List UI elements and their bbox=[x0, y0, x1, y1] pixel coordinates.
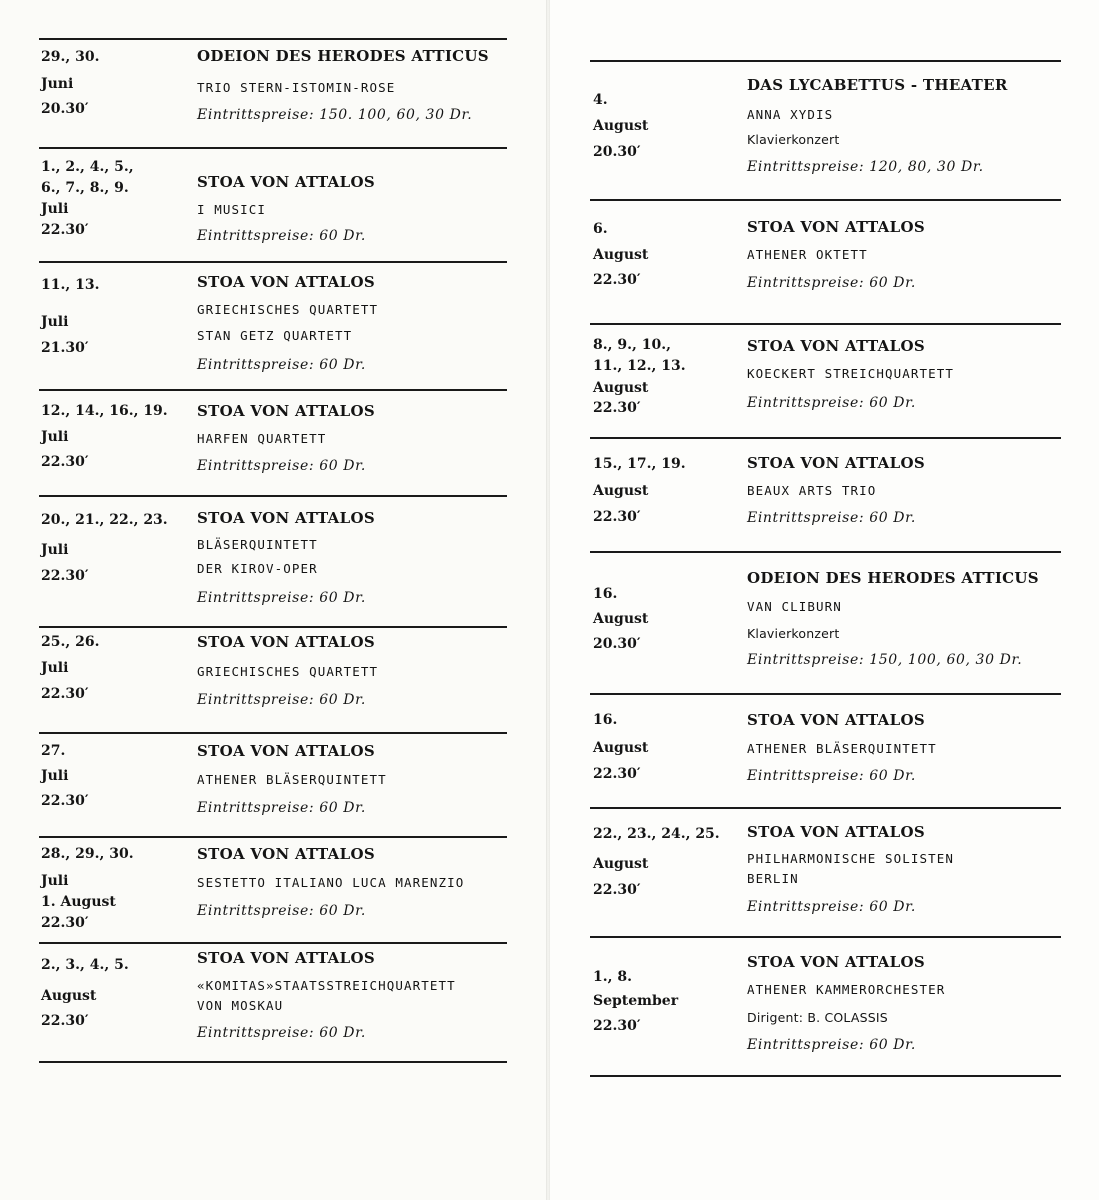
event-date-line: 21.30′ bbox=[41, 340, 89, 356]
performer-line: BERLIN bbox=[747, 871, 799, 886]
event-date-line: 22.30′ bbox=[593, 882, 641, 898]
event-date-line: 6. bbox=[593, 221, 608, 237]
event-date-line: September bbox=[593, 993, 679, 1009]
ticket-price: Eintrittspreise: 60 Dr. bbox=[197, 800, 366, 816]
event-date-line: 25., 26. bbox=[41, 634, 100, 650]
event-date-line: Juli bbox=[41, 542, 69, 558]
event-date-line: 11., 13. bbox=[41, 277, 100, 293]
ticket-price: Eintrittspreise: 60 Dr. bbox=[197, 903, 366, 919]
venue-name: STOA VON ATTALOS bbox=[197, 742, 375, 760]
event-date-line: 1. August bbox=[41, 894, 116, 910]
event-date-line: 22.30′ bbox=[593, 766, 641, 782]
ticket-price: Eintrittspreise: 120, 80, 30 Dr. bbox=[747, 159, 984, 175]
page-fold bbox=[546, 0, 550, 1200]
event-date-line: 29., 30. bbox=[41, 49, 100, 65]
event-date-line: 22.30′ bbox=[41, 222, 89, 238]
venue-name: STOA VON ATTALOS bbox=[197, 509, 375, 527]
performer-line: ATHENER BLÄSERQUINTETT bbox=[747, 741, 937, 756]
event-date-line: 27. bbox=[41, 743, 66, 759]
event-date-line: 22.30′ bbox=[41, 454, 89, 470]
ticket-price: Eintrittspreise: 60 Dr. bbox=[747, 768, 916, 784]
venue-name: STOA VON ATTALOS bbox=[197, 402, 375, 420]
entry-divider bbox=[39, 942, 507, 944]
event-date-line: 11., 12., 13. bbox=[593, 358, 686, 374]
performer-line: BEAUX ARTS TRIO bbox=[747, 483, 877, 498]
program-note: Dirigent: B. COLASSIS bbox=[747, 1010, 888, 1025]
event-date-line: 22.30′ bbox=[593, 509, 641, 525]
performer-line: I MUSICI bbox=[197, 202, 267, 217]
ticket-price: Eintrittspreise: 60 Dr. bbox=[747, 1037, 916, 1053]
event-date-line: 22., 23., 24., 25. bbox=[593, 826, 720, 842]
venue-name: STOA VON ATTALOS bbox=[747, 337, 925, 355]
venue-name: STOA VON ATTALOS bbox=[197, 949, 375, 967]
entry-divider bbox=[39, 626, 507, 628]
event-date-line: 2., 3., 4., 5. bbox=[41, 957, 129, 973]
event-date-line: 15., 17., 19. bbox=[593, 456, 686, 472]
event-date-line: Juli bbox=[41, 314, 69, 330]
event-date-line: 16. bbox=[593, 712, 618, 728]
performer-line: ATHENER KAMMERORCHESTER bbox=[747, 982, 946, 997]
performer-line: VAN CLIBURN bbox=[747, 599, 842, 614]
event-date-line: 22.30′ bbox=[41, 686, 89, 702]
entry-divider bbox=[590, 1075, 1061, 1077]
entry-divider bbox=[590, 199, 1061, 201]
venue-name: STOA VON ATTALOS bbox=[747, 454, 925, 472]
entry-divider bbox=[590, 437, 1061, 439]
performer-line: GRIECHISCHES QUARTETT bbox=[197, 302, 379, 317]
event-date-line: 28., 29., 30. bbox=[41, 846, 134, 862]
event-date-line: 22.30′ bbox=[593, 400, 641, 416]
event-date-line: August bbox=[593, 611, 649, 627]
event-date-line: 8., 9., 10., bbox=[593, 337, 671, 353]
event-date-line: 22.30′ bbox=[41, 1013, 89, 1029]
performer-line: HARFEN QUARTETT bbox=[197, 431, 327, 446]
ticket-price: Eintrittspreise: 60 Dr. bbox=[197, 458, 366, 474]
entry-divider bbox=[590, 693, 1061, 695]
venue-name: DAS LYCABETTUS - THEATER bbox=[747, 76, 1008, 94]
ticket-price: Eintrittspreise: 60 Dr. bbox=[197, 692, 366, 708]
ticket-price: Eintrittspreise: 60 Dr. bbox=[197, 357, 366, 373]
entry-divider bbox=[590, 323, 1061, 325]
performer-line: ANNA XYDIS bbox=[747, 107, 834, 122]
event-date-line: Juni bbox=[41, 76, 74, 92]
venue-name: ODEION DES HERODES ATTICUS bbox=[197, 47, 489, 65]
event-date-line: Juli bbox=[41, 873, 69, 889]
ticket-price: Eintrittspreise: 60 Dr. bbox=[747, 395, 916, 411]
venue-name: STOA VON ATTALOS bbox=[747, 823, 925, 841]
event-date-line: Juli bbox=[41, 429, 69, 445]
performer-line: DER KIROV-OPER bbox=[197, 561, 318, 576]
event-date-line: 6., 7., 8., 9. bbox=[41, 180, 129, 196]
performer-line: KOECKERT STREICHQUARTETT bbox=[747, 366, 955, 381]
performer-line: «KOMITAS»STAATSSTREICHQUARTETT bbox=[197, 978, 456, 993]
performer-line: VON MOSKAU bbox=[197, 998, 284, 1013]
event-date-line: 22.30′ bbox=[593, 1018, 641, 1034]
entry-divider bbox=[39, 1061, 507, 1063]
performer-line: ATHENER BLÄSERQUINTETT bbox=[197, 772, 387, 787]
event-date-line: August bbox=[593, 380, 649, 396]
top-rule bbox=[590, 60, 1061, 62]
event-date-line: 20.30′ bbox=[593, 636, 641, 652]
event-date-line: 16. bbox=[593, 586, 618, 602]
event-date-line: August bbox=[593, 856, 649, 872]
performer-line: SESTETTO ITALIANO LUCA MARENZIO bbox=[197, 875, 465, 890]
event-date-line: 1., 8. bbox=[593, 969, 632, 985]
event-date-line: 20.30′ bbox=[593, 144, 641, 160]
entry-divider bbox=[39, 732, 507, 734]
event-date-line: Juli bbox=[41, 768, 69, 784]
event-date-line: 1., 2., 4., 5., bbox=[41, 159, 134, 175]
program-note: Klavierkonzert bbox=[747, 132, 840, 147]
event-date-line: Juli bbox=[41, 660, 69, 676]
entry-divider bbox=[39, 147, 507, 149]
entry-divider bbox=[39, 495, 507, 497]
ticket-price: Eintrittspreise: 60 Dr. bbox=[747, 899, 916, 915]
entry-divider bbox=[590, 807, 1061, 809]
venue-name: STOA VON ATTALOS bbox=[747, 953, 925, 971]
entry-divider bbox=[39, 261, 507, 263]
event-date-line: August bbox=[593, 247, 649, 263]
event-date-line: 12., 14., 16., 19. bbox=[41, 403, 168, 419]
venue-name: STOA VON ATTALOS bbox=[197, 173, 375, 191]
performer-line: STAN GETZ QUARTETT bbox=[197, 328, 353, 343]
event-date-line: August bbox=[593, 118, 649, 134]
venue-name: STOA VON ATTALOS bbox=[747, 711, 925, 729]
entry-divider bbox=[590, 936, 1061, 938]
event-date-line: 22.30′ bbox=[41, 915, 89, 931]
performer-line: BLÄSERQUINTETT bbox=[197, 537, 318, 552]
entry-divider bbox=[39, 389, 507, 391]
entry-divider bbox=[590, 551, 1061, 553]
performer-line: PHILHARMONISCHE SOLISTEN bbox=[747, 851, 955, 866]
performer-line: TRIO STERN-ISTOMIN-ROSE bbox=[197, 80, 396, 95]
event-date-line: 4. bbox=[593, 92, 608, 108]
performer-line: GRIECHISCHES QUARTETT bbox=[197, 664, 379, 679]
event-date-line: 22.30′ bbox=[593, 272, 641, 288]
venue-name: STOA VON ATTALOS bbox=[197, 633, 375, 651]
venue-name: STOA VON ATTALOS bbox=[197, 273, 375, 291]
ticket-price: Eintrittspreise: 60 Dr. bbox=[197, 228, 366, 244]
event-date-line: 22.30′ bbox=[41, 568, 89, 584]
ticket-price: Eintrittspreise: 150, 100, 60, 30 Dr. bbox=[747, 652, 1023, 668]
top-rule bbox=[39, 38, 507, 40]
venue-name: STOA VON ATTALOS bbox=[197, 845, 375, 863]
event-date-line: August bbox=[593, 740, 649, 756]
event-date-line: 22.30′ bbox=[41, 793, 89, 809]
ticket-price: Eintrittspreise: 60 Dr. bbox=[747, 510, 916, 526]
event-date-line: 20., 21., 22., 23. bbox=[41, 512, 168, 528]
venue-name: STOA VON ATTALOS bbox=[747, 218, 925, 236]
ticket-price: Eintrittspreise: 60 Dr. bbox=[197, 590, 366, 606]
event-date-line: August bbox=[41, 988, 97, 1004]
performer-line: ATHENER OKTETT bbox=[747, 247, 868, 262]
venue-name: ODEION DES HERODES ATTICUS bbox=[747, 569, 1039, 587]
ticket-price: Eintrittspreise: 60 Dr. bbox=[747, 275, 916, 291]
ticket-price: Eintrittspreise: 150. 100, 60, 30 Dr. bbox=[197, 107, 473, 123]
event-date-line: 20.30′ bbox=[41, 101, 89, 117]
event-date-line: August bbox=[593, 483, 649, 499]
program-note: Klavierkonzert bbox=[747, 626, 840, 641]
event-date-line: Juli bbox=[41, 201, 69, 217]
entry-divider bbox=[39, 836, 507, 838]
ticket-price: Eintrittspreise: 60 Dr. bbox=[197, 1025, 366, 1041]
